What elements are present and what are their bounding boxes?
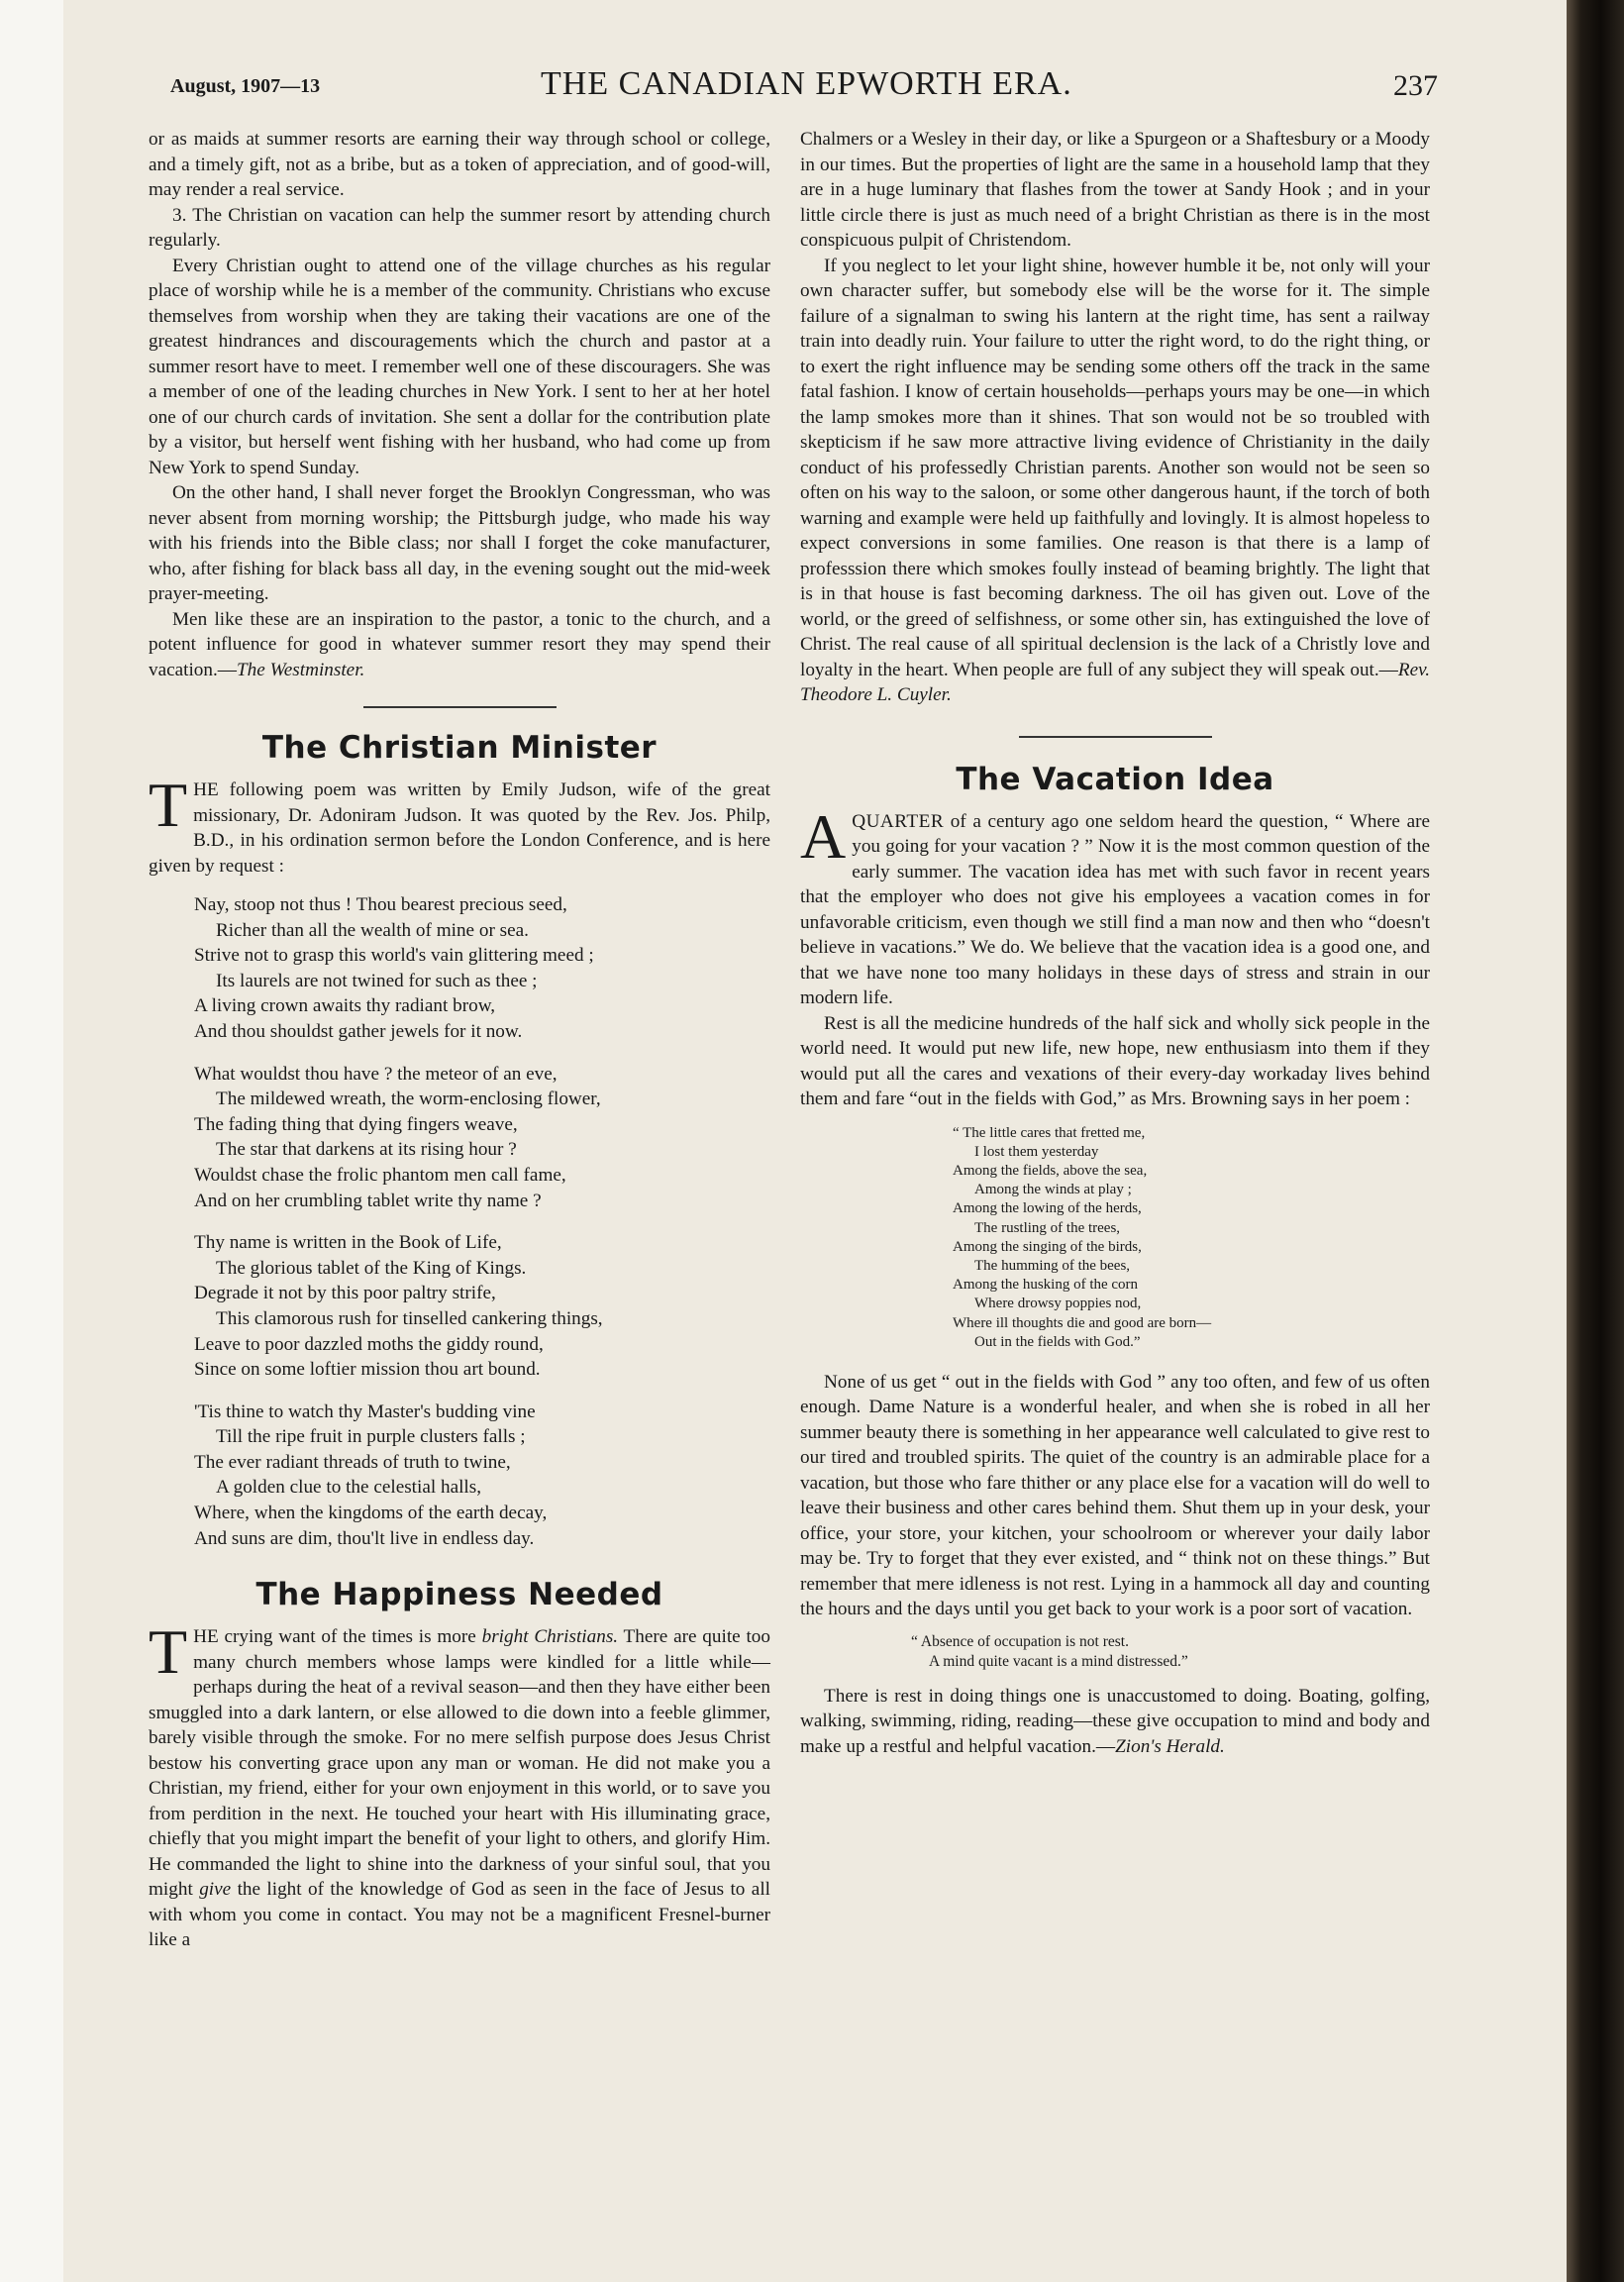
right-column xyxy=(800,127,1430,1759)
poem-line: The humming of the bees, xyxy=(974,1257,1131,1274)
emphasis-text: give xyxy=(199,1879,232,1901)
poem-line: A living crown awaits thy radiant brow, xyxy=(194,995,496,1017)
source-credit: Zion's Herald. xyxy=(1115,1735,1225,1757)
paragraph-text: There is rest in doing things one is unaccustomed to doing. Boating, golfing, walking, swimming, riding, reading—these give occupation to mind and body and make up a restful and helpful vacation.— xyxy=(800,1685,1430,1757)
poem-line: I lost them yesterday xyxy=(974,1143,1099,1160)
poem-line: Among the fields, above the sea, xyxy=(953,1162,1148,1179)
poem-line: Till the ripe fruit in purple clusters falls ; xyxy=(216,1426,526,1448)
quoted-couplet xyxy=(911,1632,1430,1672)
poem-line: Since on some loftier mission thou art bound. xyxy=(194,1359,541,1381)
poem-line: Richer than all the wealth of mine or sea. xyxy=(216,919,529,941)
poem-stanza xyxy=(194,892,770,1045)
poem-line: What wouldst thou have ? the meteor of an eve, xyxy=(194,1063,558,1085)
poem-line: Among the winds at play ; xyxy=(974,1182,1132,1198)
paragraph: On the other hand, I shall never forget the Brooklyn Congressman, who was never absent from morning worship; the Pittsburgh judge, who made his way with his friends into the Bible class; nor shall I forget the coke manufacturer, who, after fishing for black bass all day, in the evening sought out the mid-week prayer-meeting. xyxy=(149,482,770,604)
source-credit: Rev. Theodore L. Cuyler. xyxy=(800,659,1430,705)
poem-line: This clamorous rush for tinselled cankering things, xyxy=(216,1307,603,1329)
poem-stanza xyxy=(194,1400,770,1552)
poem-line: And on her crumbling tablet write thy name ? xyxy=(194,1190,542,1211)
left-column xyxy=(149,127,770,1953)
poem-line: 'Tis thine to watch thy Master's budding vine xyxy=(194,1400,536,1422)
paragraph xyxy=(800,1684,1430,1760)
poem-line: Where ill thoughts die and good are born— xyxy=(953,1314,1212,1331)
poem-stanza xyxy=(194,1062,770,1214)
paragraph-text: of a century ago one seldom heard the question, “ Where are you going for your vacation ? ” Now it is the most common question of the early summer. The vacation idea has met with such favor in recent years that the employer who does not give his employees a vacation comes in for unfavorable criticism, even though we still find a man now and then who “doesn't believe in vacations.” We do. We believe that the vacation idea is a good one, and that we have none too many holidays in these days of stress and strain in our modern life. xyxy=(800,810,1430,1008)
paragraph-text: HE crying want of the times is more xyxy=(193,1626,482,1648)
paragraph: or as maids at summer resorts are earning their way through school or college, and a timely gift, not as a bribe, but as a token of appreciation, and of good-will, may render a real service. xyxy=(149,129,770,200)
paragraph-text: Men like these are an inspiration to the pastor, a tonic to the church, and a potent influence for good in whatever summer resort they may spend their vacation.— xyxy=(149,608,770,680)
quoted-poem xyxy=(953,1124,1430,1352)
paragraph xyxy=(149,607,770,683)
couplet-line: A mind quite vacant is a mind distressed.” xyxy=(929,1652,1188,1670)
magazine-title: THE CANADIAN EPWORTH ERA. xyxy=(541,65,1072,102)
poem-line: And thou shouldst gather jewels for it now. xyxy=(194,1020,523,1042)
poem-line: Among the husking of the corn xyxy=(953,1277,1139,1294)
poem-line: “ The little cares that fretted me, xyxy=(953,1124,1146,1141)
running-header xyxy=(149,65,1436,115)
issue-date: August, 1907—13 xyxy=(170,75,321,97)
poem-line: The glorious tablet of the King of Kings. xyxy=(216,1257,527,1279)
article-title: The Vacation Idea xyxy=(956,761,1274,797)
page-margin xyxy=(0,0,63,2282)
lead-word: QUARTER xyxy=(852,810,945,832)
poem-line: The fading thing that dying fingers weave, xyxy=(194,1113,518,1135)
poem-line: Its laurels are not twined for such as thee ; xyxy=(216,970,538,991)
poem-line: Strive not to grasp this world's vain glittering meed ; xyxy=(194,945,594,967)
poem-line: The rustling of the trees, xyxy=(974,1219,1121,1236)
poem-line: Out in the fields with God.” xyxy=(974,1333,1141,1350)
paragraph-text: If you neglect to let your light shine, however humble it be, not only will your own character suffer, but somebody else will be the worse for it. The simple failure of a signalman to swing his lantern at the right time, has sent a railway train into deadly ruin. Your failure to utter the right word, to do the right thing, or to exert the right influence may be sending some others off the track in the same fatal fashion. I know of certain households—perhaps yours may be one—in which the lamp smokes more than it shines. That son would not be so troubled with skepticism if he saw more attractive living evidence of Christianity in the daily conduct of his professedly Christian parents. Another son would not be seen so often on his way to the saloon, or some other dangerous haunt, if the torch of both warning and example were held up faithfully and lovingly. It is almost hopeless to expect conversions in some families. One reason is that there is a lamp of professsion there which smokes foully instead of beaming brightly. The light that is in that house is fast becoming darkness. The oil has given out. Love of the world, or the greed of selfishness, or some other sin, has extinguished the love of Christ. The real cause of all spiritual declension is the lack of a Christly love and loyalty in the heart. When people are full of any subject they will speak out.— xyxy=(800,255,1430,680)
poem-line: Thy name is written in the Book of Life, xyxy=(194,1232,502,1254)
drop-cap: T xyxy=(149,1616,188,1688)
poem-stanza xyxy=(194,1230,770,1383)
poem-line: The mildewed wreath, the worm-enclosing flower, xyxy=(216,1089,601,1110)
poem-line: And suns are dim, thou'lt live in endless day. xyxy=(194,1527,535,1549)
paragraph xyxy=(800,800,1430,1011)
paragraph-text: the light of the knowledge of God as seen in the face of Jesus to all with whom you come in contact. You may not be a magnificent Fresnel-burner like a xyxy=(149,1879,770,1951)
poem-line: Wouldst chase the frolic phantom men call fame, xyxy=(194,1164,566,1186)
paragraph-text: HE following poem was written by Emily Judson, wife of the great missionary, Dr. Adoniram Judson. It was quoted by the Rev. Jos. Philp, B.D., in his ordination sermon before the London Conference, and is here given by request : xyxy=(149,779,770,877)
poem-line: The ever radiant threads of truth to twine, xyxy=(194,1451,511,1473)
paragraph-text: There are quite too many church members whose lamps were kindled for a little while—perhaps during the heat of a revival season—and then they have either been smuggled into a dark lantern, or else allowed to die down into a feeble glimmer, barely visible through the smoke. For no mere selfish purpose does Jesus Christ bestow his converting grace upon any man or woman. He did not make you a Christian, my friend, either for your own enjoyment in this world, or to save you from perdition in the next. He touched your heart with His illuminating grace, chiefly that you might impart the benefit of your light to others, and glorify Him. He commanded the light to shine into the darkness of your sinful soul, that you might xyxy=(149,1626,770,1901)
paragraph: 3. The Christian on vacation can help the summer resort by attending church regularly. xyxy=(149,204,770,251)
poem-line: Among the singing of the birds, xyxy=(953,1238,1142,1255)
article-title: The Happiness Needed xyxy=(255,1577,663,1613)
book-spine xyxy=(1567,0,1624,2282)
paragraph xyxy=(149,1616,770,1953)
poem-line: Leave to poor dazzled moths the giddy round, xyxy=(194,1333,544,1355)
poem-line: Among the lowing of the herds, xyxy=(953,1200,1142,1217)
intro-paragraph xyxy=(149,770,770,879)
paragraph: Chalmers or a Wesley in their day, or like a Spurgeon or a Shaftesbury or a Moody in our times. But the properties of light are the same in a household lamp that they are in a huge luminary that flashes from the tower at Sandy Hook ; and in your little circle there is just as much need of a bright Christian as there is in the most conspicuous pulpit of Christendom. xyxy=(800,129,1430,251)
drop-cap: T xyxy=(149,770,188,840)
paragraph: Every Christian ought to attend one of the village churches as his regular place of worship while he is a member of the community. Christians who excuse themselves from worship when they are taking their vacations are one of the greatest hindrances and discouragements which the church and pastor at a summer resort have to meet. I remember well one of these discouragers. She was a member of one of the leading churches in New York. I sent to her at her hotel one of our church cards of invitation. She sent a dollar for the contribution plate by a visitor, but herself went fishing with her husband, who had come up from New York to spend Sunday. xyxy=(149,255,770,478)
article-title: The Christian Minister xyxy=(261,730,658,766)
poem xyxy=(194,892,770,1551)
poem-line: A golden clue to the celestial halls, xyxy=(216,1477,482,1499)
poem-line: Where drowsy poppies nod, xyxy=(974,1296,1142,1312)
paragraph: None of us get “ out in the fields with God ” any too often, and few of us often enough. Dame Nature is a wonderful healer, and when she is robed in all her summer beauty there is something in her appearance well calculated to give rest to our tired and troubled spirits. The quiet of the country is an admirable place for a vacation, but those who fare thither or any place else for a vacation will do well to leave their business and other cares behind them. Shut them up in your desk, your office, your store, your kitchen, your schoolroom or wherever your daily labor may be. Try to forget that they ever existed, and “ think not on these things.” But remember that mere idleness is not rest. Lying in a hammock all day and counting the hours and the days until you get back to your work is a poor sort of vacation. xyxy=(800,1371,1430,1620)
couplet-line: “ Absence of occupation is not rest. xyxy=(911,1632,1129,1650)
source-credit: The Westminster. xyxy=(236,659,365,680)
poem-line: Where, when the kingdoms of the earth decay, xyxy=(194,1503,548,1524)
poem-line: Nay, stoop not thus ! Thou bearest precious seed, xyxy=(194,894,567,915)
page-number: 237 xyxy=(1393,69,1438,102)
drop-cap: A xyxy=(800,800,847,872)
paragraph: Rest is all the medicine hundreds of the half sick and wholly sick people in the world need. It would put new life, new hope, new enthusiasm into them if they would put all the cares and vexations of their every-day workaday lives behind them and fare “out in the fields with God,” as Mrs. Browning says in her poem : xyxy=(800,1012,1430,1109)
emphasis-text: bright Christians. xyxy=(481,1626,619,1648)
poem-line: Degrade it not by this poor paltry strife, xyxy=(194,1283,496,1304)
paragraph xyxy=(800,254,1430,708)
poem-line: The star that darkens at its rising hour ? xyxy=(216,1139,517,1161)
